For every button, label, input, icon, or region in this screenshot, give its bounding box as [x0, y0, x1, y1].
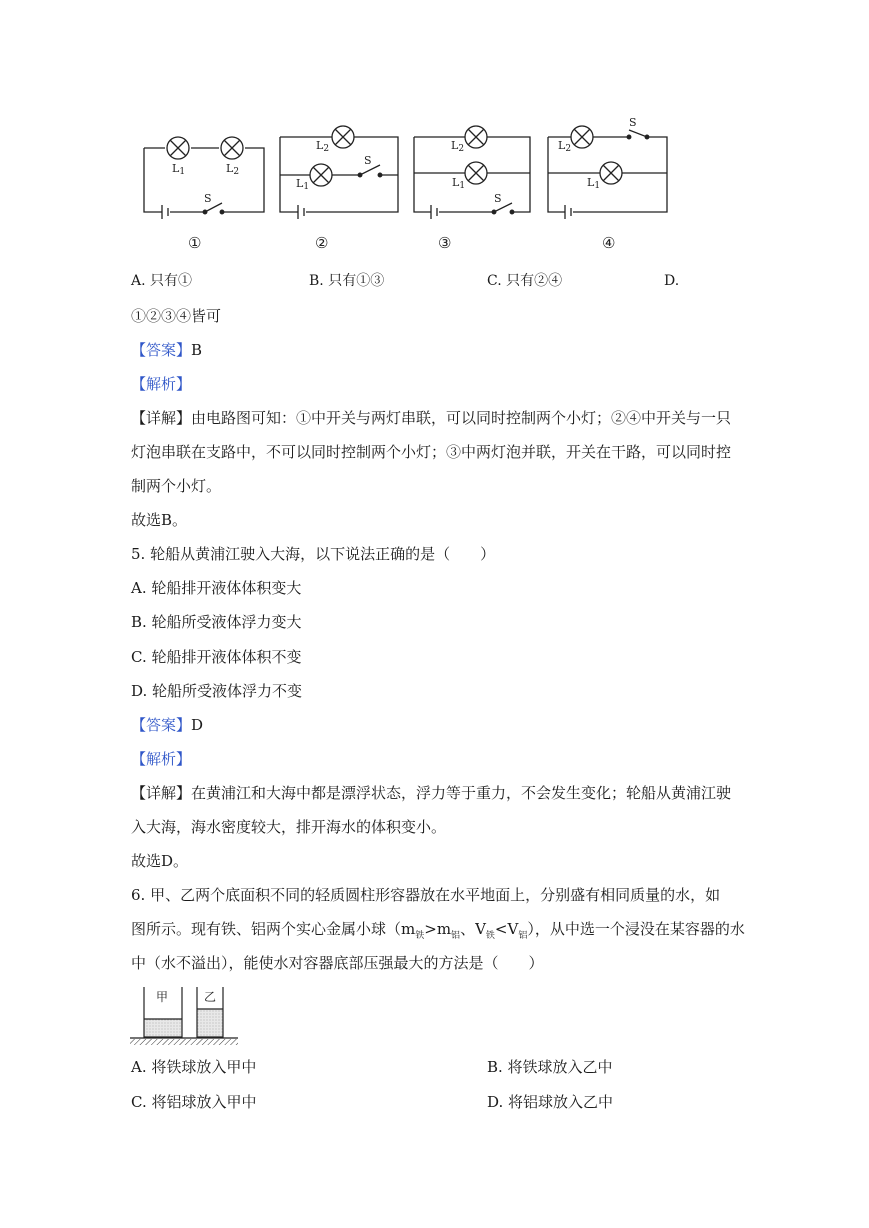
q5-option-b: B. 轮船所受液体浮力变大 — [131, 613, 302, 631]
svg-text:S: S — [629, 116, 637, 129]
svg-text:L1: L1 — [172, 162, 186, 177]
q5-option-d: D. 轮船所受液体浮力不变 — [131, 682, 303, 700]
detail-tag: 【详解】 — [131, 409, 192, 427]
svg-text:S: S — [204, 192, 212, 205]
svg-text:S: S — [494, 192, 502, 205]
q6-option-a: A. 将铁球放入甲中 — [131, 1058, 257, 1076]
containers-figure — [128, 983, 240, 1049]
circuit-1 — [144, 137, 264, 219]
q4-answer — [131, 340, 202, 360]
q4-answer-value: B — [191, 341, 203, 359]
svg-text:L1: L1 — [587, 176, 601, 191]
q4-option-d-continued: ①②③④皆可 — [131, 307, 222, 325]
q5-detail-line-1: 【详解】在黄浦江和大海中都是漂浮状态，浮力等于重力，不会发生变化；轮船从黄浦江驶 — [131, 784, 732, 802]
circuit-number-3: ③ — [438, 234, 452, 252]
q4-option-c: C. 只有②④ — [487, 273, 563, 289]
svg-text:L2: L2 — [558, 139, 572, 154]
q6-stem-line-3: 中（水不溢出），能使水对容器底部压强最大的方法是（ ） — [131, 954, 544, 972]
q5-stem: 5. 轮船从黄浦江驶入大海，以下说法正确的是（ ） — [131, 545, 496, 563]
q5-answer — [131, 715, 203, 735]
answer-tag: 【答案】 — [131, 341, 192, 359]
svg-text:L1: L1 — [296, 177, 310, 192]
q4-option-b: B. 只有①③ — [309, 273, 385, 289]
q6-stem-line-1: 6. 甲、乙两个底面积不同的轻质圆柱形容器放在水平地面上，分别盛有相同质量的水，如 — [131, 886, 721, 904]
q6-option-b: B. 将铁球放入乙中 — [487, 1058, 613, 1076]
svg-text:S: S — [364, 154, 372, 167]
q4-detail-line-2: 灯泡串联在支路中，不可以同时控制两个小灯；③中两灯泡并联，开关在干路，可以同时控 — [131, 443, 732, 461]
circuit-number-1: ① — [188, 234, 202, 252]
detail-tag: 【详解】 — [131, 784, 192, 802]
q6-stem-line-2: 图所示。现有铁、铝两个实心金属小球（$m_铁>m_铝$、$V_铁<V_铝$），从中选一个浸没在某容器的水 — [131, 920, 745, 941]
answer-tag: 【答案】 — [131, 716, 192, 734]
q6-option-d: D. 将铝球放入乙中 — [487, 1093, 614, 1111]
q4-detail-line-3: 制两个小灯。 — [131, 477, 222, 495]
container-label-jia: 甲 — [156, 990, 169, 1004]
q4-option-d: D. — [664, 273, 680, 289]
q5-answer-value: D — [191, 716, 204, 734]
circuit-2 — [280, 126, 398, 219]
circuit-number-2: ② — [315, 234, 329, 252]
q5-conclusion: 故选D。 — [131, 852, 189, 870]
circuit-diagrams — [130, 112, 690, 260]
q4-option-a: A. 只有① — [131, 273, 193, 289]
q5-detail-line-2: 入大海，海水密度较大，排开海水的体积变小。 — [131, 818, 447, 836]
q5-option-a: A. 轮船排开液体体积变大 — [131, 579, 302, 597]
q4-conclusion: 故选B。 — [131, 511, 188, 529]
svg-text:L2: L2 — [316, 139, 330, 154]
q4-detail-line-1: 【详解】由电路图可知：①中开关与两灯串联，可以同时控制两个小灯；②④中开关与一只 — [131, 409, 732, 427]
svg-text:L2: L2 — [226, 162, 240, 177]
svg-text:L1: L1 — [452, 176, 466, 191]
q5-analysis-tag: 【解析】 — [131, 750, 192, 768]
q6-option-c: C. 将铝球放入甲中 — [131, 1093, 257, 1111]
q5-option-c: C. 轮船排开液体体积不变 — [131, 648, 302, 666]
q4-analysis-tag: 【解析】 — [131, 375, 192, 393]
container-label-yi: 乙 — [204, 990, 217, 1004]
circuit-4 — [548, 126, 667, 219]
svg-text:L2: L2 — [451, 139, 465, 154]
circuit-number-4: ④ — [602, 234, 616, 252]
circuit-3 — [414, 126, 530, 219]
